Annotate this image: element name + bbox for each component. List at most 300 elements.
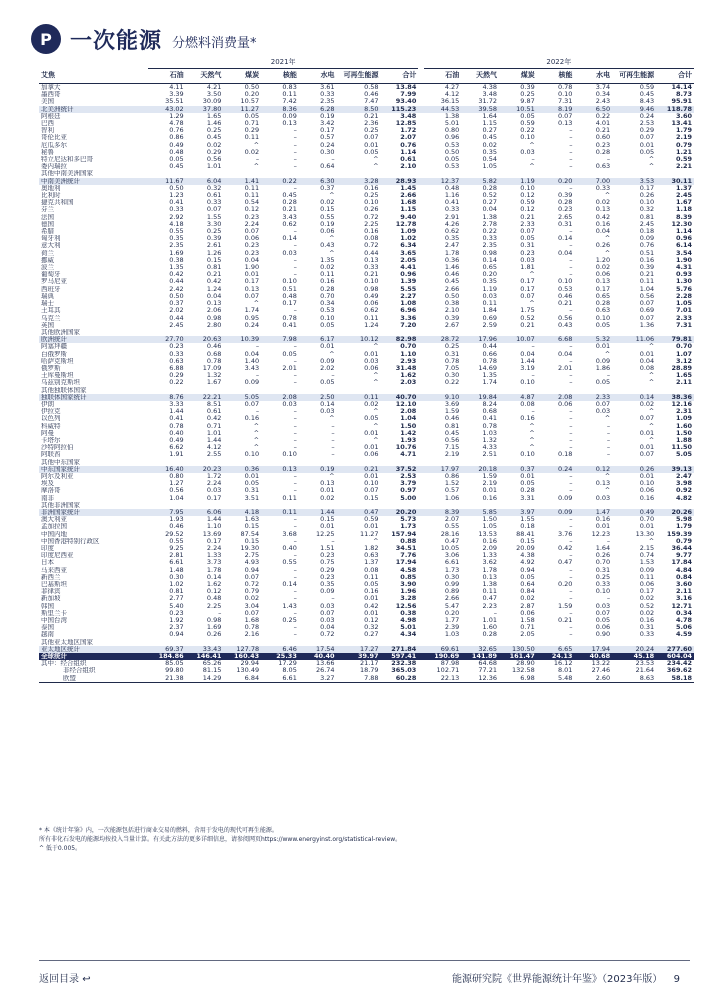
table-cell: 0.96 xyxy=(400,271,417,279)
table-cell: – xyxy=(293,429,297,437)
table-cell xyxy=(381,459,419,466)
table-row xyxy=(39,567,694,574)
table-cell: 0.07 xyxy=(320,609,335,617)
table-row xyxy=(39,315,694,322)
table-cell: 0.21 xyxy=(364,271,379,279)
table-cell: 1.05 xyxy=(675,300,692,308)
table-cell: ^ xyxy=(253,422,260,430)
table-cell: 0.17 xyxy=(639,184,655,192)
table-cell xyxy=(381,502,419,509)
col-hydro: 水电 xyxy=(574,69,612,84)
table-cell: 0.68 xyxy=(206,350,222,358)
table-cell: ^ xyxy=(648,436,655,444)
table-cell: 0.05 xyxy=(169,156,184,164)
table-cell xyxy=(381,387,419,394)
table-cell: 0.33 xyxy=(364,264,379,272)
table-cell: 8.39 xyxy=(675,213,692,221)
table-cell: 2.33 xyxy=(675,314,692,322)
row-label: 西班牙 xyxy=(41,285,61,293)
table-cell: 0.46 xyxy=(169,523,184,531)
table-cell: 604.04 xyxy=(656,653,694,660)
table-cell: 0.29 xyxy=(206,148,222,156)
table-cell: – xyxy=(606,422,611,430)
table-cell: 0.06 xyxy=(557,400,573,408)
table-cell: 0.11 xyxy=(320,271,335,279)
table-row xyxy=(39,329,694,336)
col-renewables: 可再生能源 xyxy=(337,69,381,84)
table-cell: 1.05 xyxy=(482,523,498,531)
table-cell: 0.03 xyxy=(595,494,611,502)
table-cell: 6.04 xyxy=(186,178,224,185)
table-cell: 0.63 xyxy=(364,552,379,560)
table-cell: ^ xyxy=(373,163,379,171)
table-cell: ^ xyxy=(604,235,611,243)
row-label: 阿塞拜疆 xyxy=(41,343,67,351)
table-row xyxy=(39,106,694,113)
table-cell: 0.56 xyxy=(444,436,460,444)
table-cell: 0.44 xyxy=(169,314,184,322)
table-cell: 13.41 xyxy=(671,120,692,128)
table-cell: 5.82 xyxy=(461,178,499,185)
table-cell: 4.27 xyxy=(444,83,460,91)
table-cell: – xyxy=(293,264,297,272)
table-row xyxy=(39,379,694,386)
table-cell: 0.16 xyxy=(639,256,655,264)
table-cell: 3.73 xyxy=(206,559,222,567)
table-cell: 0.16 xyxy=(364,588,379,596)
table-cell: 8.76 xyxy=(148,394,186,401)
table-cell: 0.13 xyxy=(320,480,335,488)
table-cell: 8.63 xyxy=(612,675,656,683)
table-cell: 0.41 xyxy=(444,199,460,207)
table-cell: – xyxy=(331,156,335,164)
table-cell: 0.71 xyxy=(244,120,260,128)
table-cell: – xyxy=(293,552,297,560)
table-cell: 0.78 xyxy=(282,314,297,322)
table-cell: 0.48 xyxy=(282,292,297,300)
table-cell: 5.47 xyxy=(444,602,460,610)
table-cell: 0.34 xyxy=(675,609,692,617)
table-cell: 0.46 xyxy=(557,292,573,300)
table-cell: – xyxy=(569,307,573,315)
table-cell: 0.06 xyxy=(520,609,535,617)
table-cell: 0.01 xyxy=(364,595,379,603)
table-cell: 0.32 xyxy=(206,184,222,192)
table-cell: – xyxy=(569,422,573,430)
table-row xyxy=(39,610,694,617)
table-cell: – xyxy=(293,436,297,444)
table-cell: 1.44 xyxy=(299,509,337,516)
table-cell: 1.48 xyxy=(169,566,184,574)
table-cell: 28.16 xyxy=(440,530,460,538)
table-cell: 12.37 xyxy=(424,178,462,185)
table-cell: 1.63 xyxy=(244,516,260,524)
table-cell: 0.10 xyxy=(244,451,260,459)
table-cell: 0.55 xyxy=(169,537,184,545)
table-cell xyxy=(381,329,419,336)
table-cell xyxy=(424,639,462,646)
table-cell: 4.82 xyxy=(675,494,692,502)
table-cell: 2.11 xyxy=(675,588,692,596)
table-cell: 0.25 xyxy=(520,91,535,99)
table-cell: 17.29 xyxy=(278,660,297,668)
table-cell: 0.11 xyxy=(282,91,297,99)
table-cell: 5.85 xyxy=(461,509,499,516)
table-cell: 0.44 xyxy=(169,278,184,286)
table-cell: 2.78 xyxy=(482,220,498,228)
table-cell: – xyxy=(569,156,573,164)
table-cell: 1.04 xyxy=(169,494,184,502)
table-cell: 1.45 xyxy=(400,184,417,192)
table-cell: 5.98 xyxy=(675,516,692,524)
table-cell: 0.70 xyxy=(320,292,335,300)
table-cell xyxy=(261,459,299,466)
table-cell: 0.17 xyxy=(206,537,222,545)
table-cell: 0.10 xyxy=(282,451,297,459)
table-cell: 0.78 xyxy=(169,422,184,430)
row-label: 越南 xyxy=(41,631,54,639)
table-cell: 0.66 xyxy=(482,350,498,358)
table-cell: 0.52 xyxy=(520,314,535,322)
table-row xyxy=(39,415,694,422)
table-cell: ^ xyxy=(253,444,260,452)
row-label: 其他中南美洲国家 xyxy=(41,170,93,178)
table-cell: – xyxy=(606,429,611,437)
table-cell: 1.23 xyxy=(169,192,184,200)
table-cell: – xyxy=(569,415,573,423)
table-cell: 0.02 xyxy=(595,264,611,272)
table-cell: 0.57 xyxy=(444,487,460,495)
table-cell: 0.09 xyxy=(639,235,655,243)
table-cell: 118.78 xyxy=(656,106,694,113)
table-cell: 5.32 xyxy=(574,336,612,343)
table-row xyxy=(39,408,694,415)
table-cell: 0.26 xyxy=(364,206,379,214)
table-cell: 6.34 xyxy=(400,242,417,250)
row-label: 葡萄牙 xyxy=(41,271,61,279)
table-cell: 3.28 xyxy=(400,595,417,603)
table-cell: 271.84 xyxy=(381,646,419,653)
table-cell: 1.14 xyxy=(675,228,692,236)
table-cell: – xyxy=(569,184,573,192)
footnote: 所有非化石发电的能源均按投入当量计算。有关此方法的更多详细信息，请参阅网页https://www.energyinst.org/statistical-review。 xyxy=(39,836,402,843)
table-cell: 6.68 xyxy=(537,336,575,343)
table-cell: 0.15 xyxy=(244,537,260,545)
row-label: 孟加拉国 xyxy=(41,523,67,531)
table-cell: 69.37 xyxy=(148,646,186,653)
table-cell xyxy=(499,170,537,177)
table-cell: 3.04 xyxy=(244,602,260,610)
table-cell xyxy=(381,639,419,646)
table-cell: 85.05 xyxy=(165,660,184,668)
row-label: 匈牙利 xyxy=(41,235,61,243)
table-cell: 2.43 xyxy=(595,98,611,106)
table-cell: 0.01 xyxy=(364,609,379,617)
table-cell: ^ xyxy=(529,163,535,171)
table-cell: 0.35 xyxy=(169,235,184,243)
table-cell: 0.47 xyxy=(444,537,460,545)
table-cell: 81.15 xyxy=(202,667,222,675)
table-cell xyxy=(656,170,694,177)
table-cell: – xyxy=(569,588,573,596)
table-cell: 8.01 xyxy=(557,667,573,675)
table-cell: 0.21 xyxy=(557,617,573,625)
table-cell: 1.58 xyxy=(520,617,535,625)
table-cell: ^ xyxy=(529,436,535,444)
table-cell: – xyxy=(606,156,611,164)
table-cell: 2.59 xyxy=(482,321,498,329)
table-cell: 0.33 xyxy=(206,199,222,207)
row-label: 德国 xyxy=(41,220,54,228)
table-cell: 0.17 xyxy=(320,127,335,135)
table-row xyxy=(39,459,694,466)
table-cell: 1.38 xyxy=(482,213,498,221)
table-cell xyxy=(223,502,261,509)
table-cell xyxy=(574,459,612,466)
table-cell: 0.33 xyxy=(320,91,335,99)
table-cell: 0.78 xyxy=(557,83,573,91)
table-cell: 1.30 xyxy=(675,278,692,286)
table-cell: 0.03 xyxy=(595,408,611,416)
table-cell: 0.01 xyxy=(364,472,379,480)
table-cell: 2.24 xyxy=(244,220,260,228)
table-row xyxy=(39,113,694,120)
table-cell: 0.39 xyxy=(206,235,222,243)
table-cell: 1.52 xyxy=(444,480,460,488)
table-cell: 1.67 xyxy=(675,199,692,207)
table-cell: 25.33 xyxy=(261,653,299,660)
table-cell: 0.62 xyxy=(364,307,379,315)
table-cell: 3.76 xyxy=(557,530,573,538)
table-cell: 0.92 xyxy=(675,487,692,495)
table-cell: 0.45 xyxy=(206,134,222,142)
table-cell: 4.38 xyxy=(520,552,535,560)
row-label: 挪威 xyxy=(41,256,54,264)
table-cell: 0.06 xyxy=(639,487,655,495)
table-cell: 0.23 xyxy=(169,609,184,617)
table-cell: 0.46 xyxy=(364,91,379,99)
table-cell: 44.53 xyxy=(424,106,462,113)
table-cell: 2.02 xyxy=(320,364,335,372)
table-cell: 0.51 xyxy=(282,285,297,293)
table-cell: 0.01 xyxy=(244,472,260,480)
table-cell: 1.96 xyxy=(400,588,417,596)
table-cell: 0.02 xyxy=(320,264,335,272)
table-cell: ^ xyxy=(253,300,260,308)
table-cell: 2.87 xyxy=(520,602,535,610)
table-cell xyxy=(186,459,224,466)
table-cell: 13.53 xyxy=(478,530,498,538)
table-cell: 0.19 xyxy=(320,112,335,120)
table-cell: 0.17 xyxy=(520,285,535,293)
table-cell: 0.24 xyxy=(244,321,260,329)
table-cell: 0.26 xyxy=(206,631,222,639)
table-cell: 5.06 xyxy=(675,624,692,632)
table-row xyxy=(39,531,694,538)
row-label: 阿尔及利亚 xyxy=(41,472,74,480)
table-cell: 3.51 xyxy=(244,494,260,502)
table-cell: 0.35 xyxy=(320,581,335,589)
table-cell: 0.44 xyxy=(482,343,498,351)
table-cell: ^ xyxy=(604,350,611,358)
table-cell: 0.07 xyxy=(244,400,260,408)
table-row xyxy=(39,675,694,683)
table-cell: 2.33 xyxy=(574,394,612,401)
table-row xyxy=(39,120,694,127)
table-cell: 5.01 xyxy=(444,120,460,128)
table-cell: 8.19 xyxy=(537,106,575,113)
table-cell: – xyxy=(569,566,573,574)
table-cell: 0.30 xyxy=(444,573,460,581)
table-cell: 1.39 xyxy=(400,278,417,286)
table-cell xyxy=(148,459,186,466)
row-label: 卡塔尔 xyxy=(41,436,61,444)
table-cell: 0.44 xyxy=(364,249,379,257)
table-cell: 2.07 xyxy=(400,134,417,142)
table-cell: 0.69 xyxy=(639,307,655,315)
table-cell: – xyxy=(293,148,297,156)
table-row xyxy=(39,185,694,192)
table-cell: 0.53 xyxy=(320,307,335,315)
table-cell: – xyxy=(293,595,297,603)
table-cell: 2.42 xyxy=(169,285,184,293)
table-cell: ^ xyxy=(529,271,535,279)
back-to-contents-link[interactable] xyxy=(39,970,91,985)
table-cell: 0.13 xyxy=(595,278,611,286)
table-cell: 3.50 xyxy=(206,91,222,99)
table-cell: 39.58 xyxy=(461,106,499,113)
table-cell xyxy=(223,639,261,646)
table-cell: 1.84 xyxy=(482,307,498,315)
table-cell: 2.08 xyxy=(400,408,417,416)
table-cell: 4.93 xyxy=(244,559,260,567)
table-cell: 2.05 xyxy=(400,256,417,264)
table-cell: – xyxy=(255,408,260,416)
table-cell: 0.34 xyxy=(320,300,335,308)
row-label: 秘鲁 xyxy=(41,148,54,156)
row-label: 哈萨克斯坦 xyxy=(41,357,74,365)
page-subtitle: 分燃料消费量* xyxy=(172,35,257,51)
table-cell: 1.59 xyxy=(444,408,460,416)
table-cell: 0.04 xyxy=(557,249,573,257)
table-cell: 0.20 xyxy=(537,178,575,185)
table-cell: 27.70 xyxy=(148,336,186,343)
table-cell: 127.78 xyxy=(223,646,261,653)
table-cell: ^ xyxy=(373,379,379,387)
table-cell: 2.01 xyxy=(557,364,573,372)
table-cell: 6.46 xyxy=(261,646,299,653)
table-cell: 12.10 xyxy=(395,400,417,408)
row-label: 印度尼西亚 xyxy=(41,552,74,560)
table-cell: ^ xyxy=(373,343,379,351)
table-cell: 2.10 xyxy=(444,307,460,315)
table-cell: 0.02 xyxy=(520,595,535,603)
table-cell: 2.53 xyxy=(639,120,655,128)
table-cell: 0.50 xyxy=(444,292,460,300)
table-cell: 0.35 xyxy=(444,235,460,243)
table-cell: 31.72 xyxy=(478,98,498,106)
table-cell: – xyxy=(331,429,335,437)
table-cell: 22.21 xyxy=(186,394,224,401)
table-cell: 0.48 xyxy=(169,148,184,156)
return-arrow-icon: ↩ xyxy=(82,974,91,985)
table-cell: 2.51 xyxy=(482,451,498,459)
table-cell: 0.16 xyxy=(595,220,611,228)
table-cell: 0.04 xyxy=(244,350,260,358)
table-cell: 0.70 xyxy=(595,559,611,567)
table-row xyxy=(39,480,694,487)
table-cell: 0.42 xyxy=(206,415,222,423)
row-label: 沙特阿拉伯 xyxy=(41,444,74,452)
table-cell: 9.25 xyxy=(169,545,184,552)
table-cell: 0.26 xyxy=(595,552,611,560)
row-label: 其他非洲国家 xyxy=(41,501,80,509)
table-cell: 0.17 xyxy=(595,285,611,293)
table-row xyxy=(39,322,694,329)
table-cell: 1.53 xyxy=(639,559,655,567)
table-cell: 2.61 xyxy=(206,242,222,250)
table-cell: 9.77 xyxy=(675,552,692,560)
table-cell: 0.88 xyxy=(400,537,417,545)
row-label: 墨西哥 xyxy=(41,91,61,99)
table-cell: 0.38 xyxy=(444,300,460,308)
table-cell: 0.17 xyxy=(244,278,260,286)
table-cell: 0.07 xyxy=(364,487,379,495)
table-cell: 8.05 xyxy=(282,667,297,675)
table-cell: 0.31 xyxy=(444,350,460,358)
table-cell: 0.26 xyxy=(612,466,656,473)
table-cell: 2.27 xyxy=(400,292,417,300)
table-cell: 2.31 xyxy=(675,408,692,416)
table-cell xyxy=(223,329,261,336)
row-label: 中南美洲统计 xyxy=(39,178,148,185)
table-cell: 0.31 xyxy=(557,220,573,228)
table-cell: 4.12 xyxy=(206,444,222,452)
table-cell xyxy=(337,387,381,394)
table-cell: 0.16 xyxy=(639,617,655,625)
table-cell: – xyxy=(293,271,297,279)
table-cell: – xyxy=(569,444,573,452)
table-cell: 14.69 xyxy=(478,364,498,372)
table-cell: 3.06 xyxy=(444,552,460,560)
table-cell: 9.10 xyxy=(424,394,462,401)
table-cell: 0.78 xyxy=(482,422,498,430)
table-cell: – xyxy=(331,444,335,452)
table-cell: 6.65 xyxy=(537,646,575,653)
table-cell: 13.22 xyxy=(591,660,611,668)
table-cell: 1.60 xyxy=(482,624,498,632)
table-cell: – xyxy=(293,415,297,423)
table-cell: – xyxy=(293,357,297,365)
table-cell: 0.01 xyxy=(595,523,611,531)
table-cell: 65.26 xyxy=(202,660,222,668)
table-cell: 0.11 xyxy=(639,573,655,581)
table-cell: 0.53 xyxy=(444,141,460,149)
table-cell: 0.86 xyxy=(169,134,184,142)
table-row xyxy=(39,552,694,559)
table-row xyxy=(39,466,694,473)
table-cell: – xyxy=(331,451,335,459)
table-cell: – xyxy=(606,436,611,444)
table-cell: 7.99 xyxy=(400,91,417,99)
table-cell xyxy=(656,502,694,509)
table-cell: 1.55 xyxy=(520,516,535,524)
table-cell: 1.65 xyxy=(206,112,222,120)
table-cell: ^ xyxy=(648,408,655,416)
table-cell: 7.15 xyxy=(444,444,460,452)
table-cell: 5.40 xyxy=(169,602,184,610)
col-gas: 天然气 xyxy=(186,69,224,84)
